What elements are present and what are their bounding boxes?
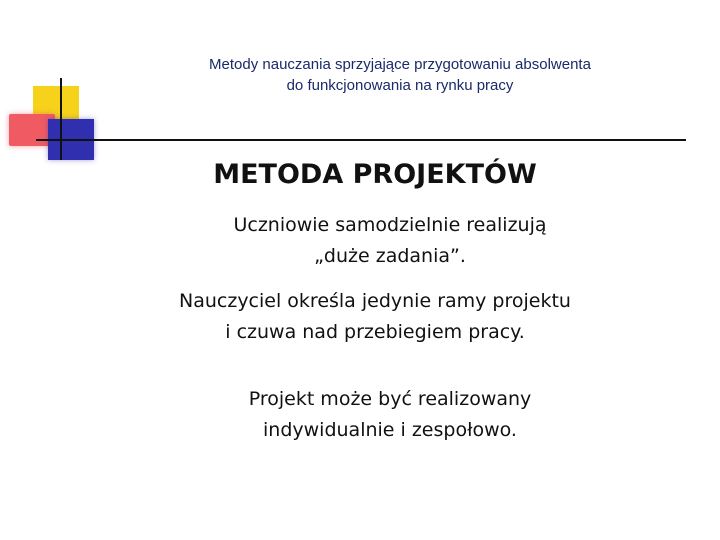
slide-header-title: Metody nauczania sprzyjające przygotowaniu absolwenta do funkcjonowania na rynku pracy [209, 56, 591, 94]
body-paragraph-2: Nauczyciel określa jedynie ramy projektu i czuwa nad przebiegiem pracy. [179, 290, 571, 343]
body-paragraph-3: Projekt może być realizowany indywidualnie i zespołowo. [248, 388, 532, 441]
vertical-rule [60, 78, 62, 160]
body-paragraph-1: Uczniowie samodzielnie realizują „duże zadania”. [233, 214, 547, 267]
slide-heading: METODA PROJEKTÓW [213, 159, 537, 190]
horizontal-rule [36, 139, 686, 141]
